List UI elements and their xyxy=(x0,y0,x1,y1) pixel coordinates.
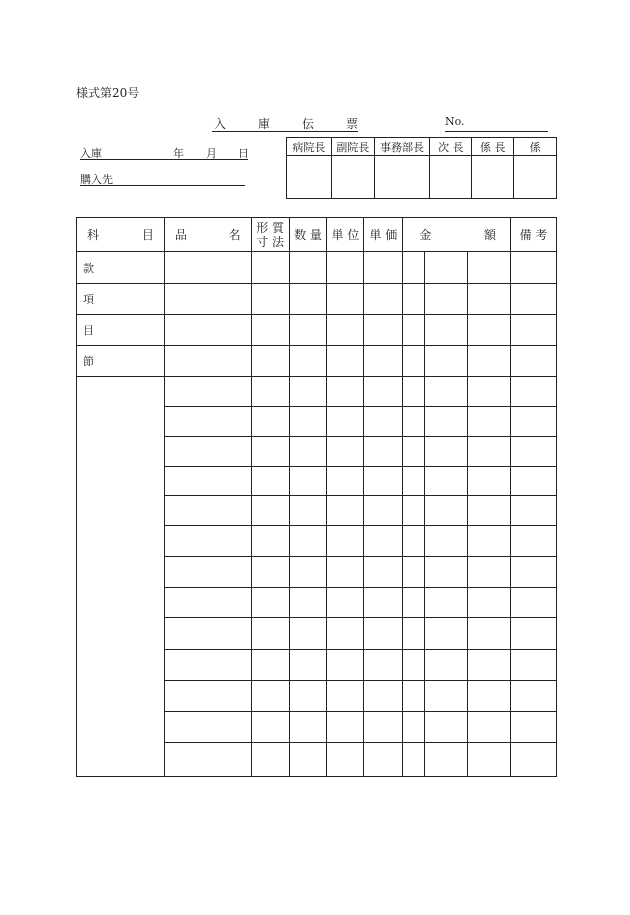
entry-cell[interactable] xyxy=(164,526,251,557)
approval-stamp-cell[interactable] xyxy=(514,156,557,199)
entry-cell[interactable] xyxy=(468,588,511,618)
entry-cell[interactable] xyxy=(327,588,364,618)
entry-cell[interactable] xyxy=(468,496,511,526)
entry-cell[interactable] xyxy=(251,252,289,284)
entry-cell[interactable] xyxy=(289,467,327,496)
entry-cell[interactable] xyxy=(364,712,403,743)
entry-cell[interactable] xyxy=(289,681,327,712)
entry-cell[interactable] xyxy=(327,681,364,712)
entry-cell[interactable] xyxy=(164,467,251,496)
entry-cell[interactable] xyxy=(403,377,425,407)
entry-cell[interactable] xyxy=(251,681,289,712)
entry-cell[interactable] xyxy=(403,618,425,650)
entry-cell[interactable] xyxy=(425,526,468,557)
entry-cell[interactable] xyxy=(327,284,364,315)
entry-cell[interactable] xyxy=(289,557,327,588)
entry-cell[interactable] xyxy=(364,407,403,437)
entry-cell[interactable] xyxy=(425,496,468,526)
entry-cell[interactable] xyxy=(289,743,327,777)
header-unit-price: 単 価 xyxy=(364,218,403,252)
item-row xyxy=(77,377,557,407)
entry-cell[interactable] xyxy=(425,437,468,467)
approval-header-section-chief: 係 長 xyxy=(472,138,514,156)
entry-cell[interactable] xyxy=(403,437,425,467)
entry-cell[interactable] xyxy=(425,346,468,377)
entry-cell[interactable] xyxy=(327,557,364,588)
inventory-table xyxy=(76,217,557,777)
entry-cell[interactable] xyxy=(511,650,557,681)
approval-stamp-cell[interactable] xyxy=(430,156,472,199)
entry-cell[interactable] xyxy=(164,588,251,618)
entry-cell[interactable] xyxy=(364,618,403,650)
approval-stamp-table xyxy=(286,137,557,199)
entry-cell[interactable] xyxy=(425,618,468,650)
entry-cell[interactable] xyxy=(468,618,511,650)
receipt-label: 入庫 xyxy=(80,147,102,160)
entry-cell[interactable] xyxy=(289,252,327,284)
entry-cell[interactable] xyxy=(425,315,468,346)
entry-cell[interactable] xyxy=(511,437,557,467)
approval-stamp-cell[interactable] xyxy=(374,156,430,199)
approval-stamp-cell[interactable] xyxy=(287,156,332,199)
entry-cell[interactable] xyxy=(251,437,289,467)
entry-cell[interactable] xyxy=(511,346,557,377)
entry-cell[interactable] xyxy=(511,743,557,777)
entry-cell[interactable] xyxy=(364,346,403,377)
category-label: 款 xyxy=(77,252,165,284)
approval-header-admin-head: 事務部長 xyxy=(374,138,430,156)
header-remarks: 備 考 xyxy=(511,218,557,252)
header-item-name: 品 名 xyxy=(164,218,251,252)
entry-cell[interactable] xyxy=(511,252,557,284)
entry-cell[interactable] xyxy=(164,496,251,526)
title-char: 票 xyxy=(346,117,359,131)
entry-cell[interactable] xyxy=(511,681,557,712)
entry-cell[interactable] xyxy=(327,467,364,496)
entry-cell[interactable] xyxy=(364,377,403,407)
entry-cell[interactable] xyxy=(164,346,251,377)
supplier-field[interactable] xyxy=(80,171,245,186)
title-char: 伝 xyxy=(302,117,315,131)
entry-cell[interactable] xyxy=(251,588,289,618)
entry-cell[interactable] xyxy=(425,284,468,315)
entry-cell[interactable] xyxy=(164,681,251,712)
day-label: 日 xyxy=(238,147,249,160)
entry-cell[interactable] xyxy=(327,712,364,743)
approval-stamp-cell[interactable] xyxy=(331,156,374,199)
entry-cell[interactable] xyxy=(511,712,557,743)
entry-cell[interactable] xyxy=(289,284,327,315)
entry-cell[interactable] xyxy=(468,346,511,377)
entry-cell[interactable] xyxy=(425,377,468,407)
entry-cell[interactable] xyxy=(403,284,425,315)
entry-cell[interactable] xyxy=(251,650,289,681)
entry-cell[interactable] xyxy=(289,712,327,743)
entry-cell[interactable] xyxy=(251,467,289,496)
entry-cell[interactable] xyxy=(511,284,557,315)
category-label: 目 xyxy=(77,315,165,346)
entry-cell[interactable] xyxy=(251,557,289,588)
entry-cell[interactable] xyxy=(364,681,403,712)
entry-cell[interactable] xyxy=(468,315,511,346)
approval-header-director: 病院長 xyxy=(287,138,332,156)
entry-cell[interactable] xyxy=(511,407,557,437)
entry-cell[interactable] xyxy=(511,618,557,650)
entry-cell[interactable] xyxy=(468,650,511,681)
entry-cell[interactable] xyxy=(468,377,511,407)
entry-cell[interactable] xyxy=(403,588,425,618)
entry-cell[interactable] xyxy=(251,526,289,557)
header-subject: 科 目 xyxy=(77,218,165,252)
entry-cell[interactable] xyxy=(403,650,425,681)
title-char: 入 xyxy=(214,117,227,131)
entry-cell[interactable] xyxy=(511,557,557,588)
entry-cell[interactable] xyxy=(425,557,468,588)
entry-cell[interactable] xyxy=(251,712,289,743)
document-title xyxy=(212,115,358,132)
entry-cell[interactable] xyxy=(364,437,403,467)
entry-cell[interactable] xyxy=(251,407,289,437)
entry-cell[interactable] xyxy=(289,526,327,557)
header-amount: 金 額 xyxy=(403,218,511,252)
header-spec: 形 質 寸 法 xyxy=(251,218,289,252)
approval-header-deputy: 次 長 xyxy=(430,138,472,156)
entry-cell[interactable] xyxy=(403,526,425,557)
entry-cell[interactable] xyxy=(164,712,251,743)
entry-cell[interactable] xyxy=(289,650,327,681)
entry-cell[interactable] xyxy=(164,315,251,346)
entry-cell[interactable] xyxy=(164,377,251,407)
entry-cell[interactable] xyxy=(403,557,425,588)
entry-cell[interactable] xyxy=(364,496,403,526)
entry-cell[interactable] xyxy=(425,407,468,437)
entry-cell[interactable] xyxy=(468,681,511,712)
category-row xyxy=(77,346,557,377)
entry-cell[interactable] xyxy=(425,252,468,284)
entry-cell[interactable] xyxy=(164,252,251,284)
entry-cell[interactable] xyxy=(403,743,425,777)
entry-cell[interactable] xyxy=(468,526,511,557)
entry-cell[interactable] xyxy=(468,712,511,743)
category-row xyxy=(77,252,557,284)
entry-cell[interactable] xyxy=(364,743,403,777)
category-row xyxy=(77,315,557,346)
entry-cell[interactable] xyxy=(289,496,327,526)
entry-cell[interactable] xyxy=(327,346,364,377)
entry-cell[interactable] xyxy=(511,315,557,346)
entry-cell[interactable] xyxy=(289,346,327,377)
entry-cell[interactable] xyxy=(289,315,327,346)
entry-cell[interactable] xyxy=(289,588,327,618)
entry-cell[interactable] xyxy=(468,437,511,467)
entry-cell[interactable] xyxy=(511,496,557,526)
entry-cell[interactable] xyxy=(364,557,403,588)
approval-stamp-cell[interactable] xyxy=(472,156,514,199)
entry-cell[interactable] xyxy=(468,467,511,496)
entry-cell[interactable] xyxy=(327,437,364,467)
entry-cell[interactable] xyxy=(251,743,289,777)
entry-cell[interactable] xyxy=(403,315,425,346)
entry-cell[interactable] xyxy=(327,252,364,284)
entry-cell[interactable] xyxy=(327,315,364,346)
entry-cell[interactable] xyxy=(425,467,468,496)
entry-cell[interactable] xyxy=(251,284,289,315)
entry-cell[interactable] xyxy=(164,650,251,681)
entry-cell[interactable] xyxy=(251,315,289,346)
entry-cell[interactable] xyxy=(425,588,468,618)
entry-cell[interactable] xyxy=(468,252,511,284)
entry-cell[interactable] xyxy=(289,437,327,467)
entry-cell[interactable] xyxy=(327,407,364,437)
entry-cell[interactable] xyxy=(468,557,511,588)
entry-cell[interactable] xyxy=(511,526,557,557)
entry-cell[interactable] xyxy=(403,681,425,712)
entry-cell[interactable] xyxy=(327,650,364,681)
entry-cell[interactable] xyxy=(403,712,425,743)
receipt-date-field[interactable] xyxy=(80,145,248,160)
entry-cell[interactable] xyxy=(164,743,251,777)
category-row xyxy=(77,284,557,315)
entry-cell[interactable] xyxy=(468,743,511,777)
entry-cell[interactable] xyxy=(425,681,468,712)
supplier-label: 購入先 xyxy=(80,173,113,186)
entry-cell[interactable] xyxy=(251,346,289,377)
category-label: 節 xyxy=(77,346,165,377)
entry-cell[interactable] xyxy=(403,407,425,437)
document-number-label: No. xyxy=(445,115,465,128)
title-char: 庫 xyxy=(258,117,271,131)
entry-cell[interactable] xyxy=(468,407,511,437)
approval-header-staff: 係 xyxy=(514,138,557,156)
entry-cell[interactable] xyxy=(403,252,425,284)
entry-cell[interactable] xyxy=(511,377,557,407)
entry-cell[interactable] xyxy=(425,650,468,681)
entry-cell[interactable] xyxy=(425,712,468,743)
entry-cell[interactable] xyxy=(403,496,425,526)
entry-cell[interactable] xyxy=(364,650,403,681)
entry-cell[interactable] xyxy=(289,377,327,407)
entry-cell[interactable] xyxy=(164,618,251,650)
entry-cell[interactable] xyxy=(364,315,403,346)
entry-cell[interactable] xyxy=(403,467,425,496)
entry-cell[interactable] xyxy=(364,284,403,315)
entry-cell[interactable] xyxy=(327,526,364,557)
entry-cell[interactable] xyxy=(327,743,364,777)
entry-cell[interactable] xyxy=(164,284,251,315)
entry-cell[interactable] xyxy=(364,467,403,496)
entry-cell[interactable] xyxy=(468,284,511,315)
year-label: 年 xyxy=(173,147,184,160)
entry-cell[interactable] xyxy=(164,437,251,467)
entry-cell[interactable] xyxy=(251,496,289,526)
entry-cell[interactable] xyxy=(327,496,364,526)
entry-cell[interactable] xyxy=(364,588,403,618)
document-number-field[interactable] xyxy=(445,115,548,132)
entry-cell[interactable] xyxy=(164,557,251,588)
entry-cell[interactable] xyxy=(425,743,468,777)
header-unit: 単 位 xyxy=(327,218,364,252)
entry-cell[interactable] xyxy=(164,407,251,437)
entry-cell[interactable] xyxy=(327,377,364,407)
approval-header-vice-director: 副院長 xyxy=(331,138,374,156)
category-label: 項 xyxy=(77,284,165,315)
entry-cell[interactable] xyxy=(364,526,403,557)
month-label: 月 xyxy=(206,147,217,160)
entry-cell[interactable] xyxy=(511,467,557,496)
entry-cell[interactable] xyxy=(289,407,327,437)
entry-cell[interactable] xyxy=(327,618,364,650)
entry-cell[interactable] xyxy=(364,252,403,284)
entry-cell[interactable] xyxy=(251,377,289,407)
form-number: 様式第20号 xyxy=(76,86,140,100)
entry-cell[interactable] xyxy=(251,618,289,650)
header-quantity: 数 量 xyxy=(289,218,327,252)
entry-cell[interactable] xyxy=(403,346,425,377)
subject-merged-cell[interactable] xyxy=(77,377,165,777)
entry-cell[interactable] xyxy=(511,588,557,618)
entry-cell[interactable] xyxy=(289,618,327,650)
